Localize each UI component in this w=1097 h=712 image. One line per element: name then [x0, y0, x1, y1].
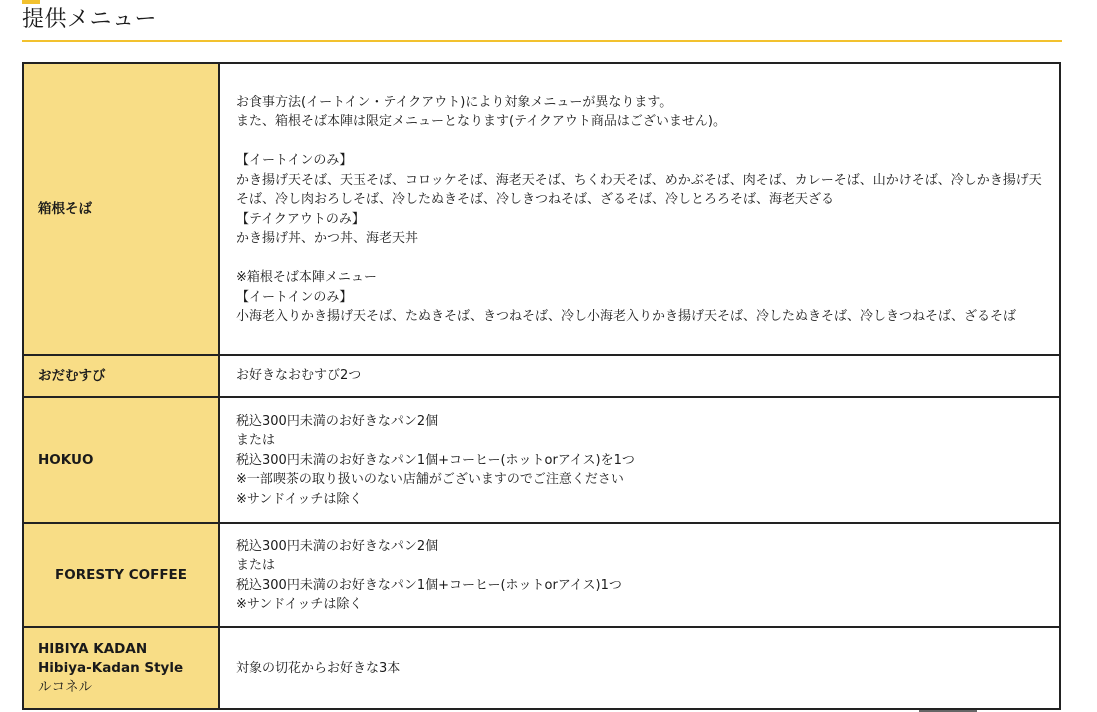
table-row — [23, 355, 1060, 397]
row-name-cell — [23, 523, 219, 627]
row-description-cell — [219, 397, 1060, 523]
title-underline — [22, 40, 1062, 42]
page-title: 提供メニュー — [22, 7, 158, 32]
row-description-cell — [219, 355, 1060, 397]
row-name: FORESTY COFFEE — [55, 566, 187, 583]
description-line: 対象の切花からお好きな3本 — [236, 660, 401, 676]
blank-line — [236, 132, 1043, 152]
description-line: 税込300円未満のお好きなパン1個+コーヒー(ホットorアイス)1つ — [236, 577, 622, 593]
table-row — [23, 397, 1060, 523]
row-name: おだむすび — [38, 367, 106, 384]
row-name-cell — [23, 397, 219, 523]
row-description-cell — [219, 523, 1060, 627]
note-line: ※箱根そば本陣メニュー — [236, 270, 377, 285]
description-line: または — [236, 433, 276, 449]
description-line: お食事方法(イートイン・テイクアウト)により対象メニューが異なります。 — [236, 94, 673, 110]
row-name: HOKUO — [38, 451, 94, 468]
table-row — [23, 627, 1060, 709]
table-row — [23, 523, 1060, 627]
note-line: ※サンドイッチは除く — [236, 491, 363, 507]
description-line: 税込300円未満のお好きなパン2個 — [236, 538, 439, 554]
row-name: HIBIYA KADAN — [38, 640, 148, 657]
section-heading: 【テイクアウトのみ】 — [236, 211, 365, 227]
section-heading: 【イートインのみ】 — [236, 153, 353, 168]
row-description-cell — [219, 627, 1060, 709]
row-name: Hibiya-Kadan Style — [38, 659, 184, 676]
row-name: ルコネル — [38, 678, 92, 695]
row-name-cell — [23, 627, 219, 709]
table-row — [23, 63, 1060, 355]
description-line: 税込300円未満のお好きなパン1個+コーヒー(ホットorアイス)を1つ — [236, 452, 635, 468]
note-line: ※サンドイッチは除く — [236, 597, 363, 612]
row-name-cell — [23, 63, 219, 355]
row-description-cell — [219, 63, 1060, 355]
note-line: ※一部喫茶の取り扱いのない店舗がございますのでご注意ください — [236, 472, 624, 488]
description-line: 小海老入りかき揚げ天そば、たぬきそば、きつねそば、冷し小海老入りかき揚げ天そば、冷したぬきそば、冷しきつねそば、ざるそば — [236, 309, 1017, 324]
menu-table — [22, 62, 1061, 710]
description-line: 税込300円未満のお好きなパン2個 — [236, 413, 439, 429]
description-line: かき揚げ丼、かつ丼、海老天丼 — [236, 231, 419, 246]
description-line: かき揚げ天そば、天玉そば、コロッケそば、海老天そば、ちくわ天そば、めかぶそば、肉そば、カレーそば、山かけそば、冷しかき揚げ天そば、冷し肉おろしそば、冷したぬきそば、冷しきつねそば、ざるそば、冷しとろろそば、海老天ざる — [236, 172, 1042, 207]
description-line: または — [236, 558, 276, 573]
section-heading: 【イートインのみ】 — [236, 289, 353, 305]
description-line: お好きなおむすび2つ — [236, 368, 362, 384]
description-line: また、箱根そば本陣は限定メニューとなります(テイクアウト商品はございません)。 — [236, 114, 726, 129]
row-name: 箱根そば — [38, 200, 92, 217]
blank-line — [236, 249, 1043, 269]
row-name-cell — [23, 355, 219, 397]
